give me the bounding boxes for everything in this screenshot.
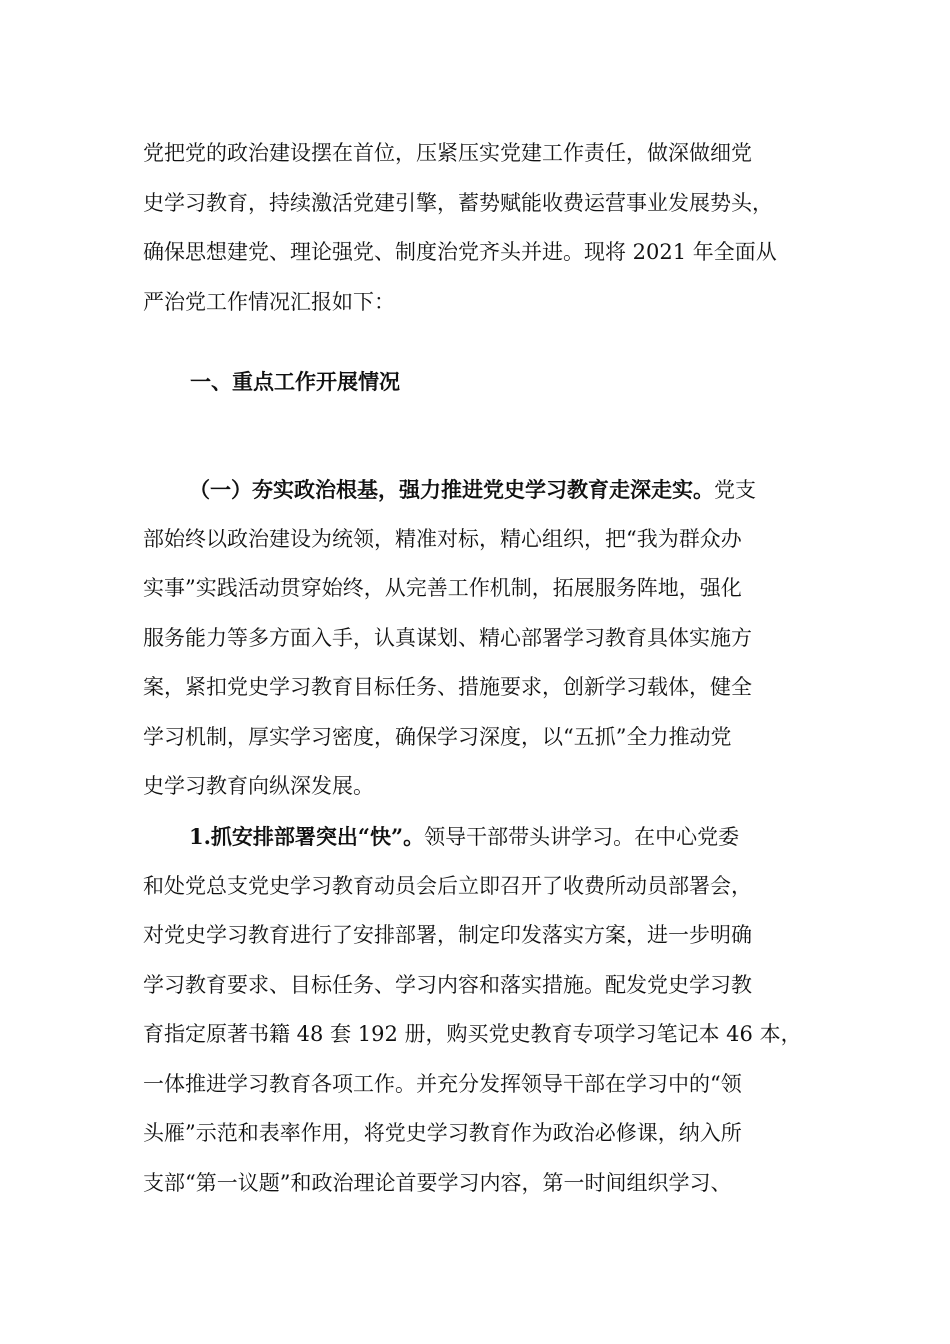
item-1-line-6: 一体推进学习教育各项工作。并充分发挥领导干部在学习中的“领 xyxy=(143,1071,742,1096)
section-1-line-4: 服务能力等多方面入手，认真谋划、精心部署学习教育具体实施方 xyxy=(143,625,752,650)
intro-paragraph xyxy=(143,129,807,327)
section-heading: 一、重点工作开展情况 xyxy=(190,370,400,394)
intro-line-3: 确保思想建党、理论强党、制度治党齐头并进。现将 2021 年全面从 xyxy=(143,240,777,264)
item-1-title: 1.抓安排部署突出“快”。 xyxy=(189,824,425,849)
item-1-line-8: 支部“第一议题”和政治理论首要学习内容，第一时间组织学习、 xyxy=(143,1170,732,1195)
item-1-line-7: 头雁”示范和表率作用，将党史学习教育作为政治必修课，纳入所 xyxy=(143,1121,742,1145)
item-1-line-4: 学习教育要求、目标任务、学习内容和落实措施。配发党史学习教 xyxy=(143,972,752,997)
item-1-line-2: 和处党总支党史学习教育动员会后立即召开了收费所动员部署会， xyxy=(143,873,752,898)
section-1-title: （一）夯实政治根基，强力推进党史学习教育走深走实。 xyxy=(189,477,714,502)
section-1-line-6: 学习机制，厚实学习密度，确保学习深度，以“五抓”全力推动党 xyxy=(143,724,732,749)
intro-line-1: 党把党的政治建设摆在首位，压紧压实党建工作责任，做深做细党 xyxy=(143,141,752,165)
section-1-paragraph xyxy=(143,465,807,812)
intro-line-2: 史学习教育，持续激活党建引擎，蓄势赋能收费运营事业发展势头， xyxy=(143,190,773,215)
section-1-line-7: 史学习教育向纵深发展。 xyxy=(143,774,374,798)
section-1-line-5: 案，紧扣党史学习教育目标任务、措施要求，创新学习载体，健全 xyxy=(143,675,752,699)
section-1-line-1 xyxy=(143,465,807,515)
item-1-line-1 xyxy=(143,812,807,862)
section-1-line-2: 部始终以政治建设为统领，精准对标，精心组织，把“我为群众办 xyxy=(143,526,742,551)
section-1-line-3: 实事”实践活动贯穿始终，从完善工作机制，拓展服务阵地，强化 xyxy=(143,576,742,600)
section-1-line-1-rest: 党支 xyxy=(714,478,756,502)
item-1-line-3: 对党史学习教育进行了安排部署，制定印发落实方案，进一步明确 xyxy=(143,923,752,947)
intro-line-4: 严治党工作情况汇报如下： xyxy=(143,289,395,314)
item-1-line-5: 育指定原著书籍 48 套 192 册，购买党史教育专项学习笔记本 46 本， xyxy=(143,1022,802,1046)
item-1-paragraph xyxy=(143,812,807,1208)
item-1-line-1-rest: 领导干部带头讲学习。在中心党委 xyxy=(424,825,740,849)
